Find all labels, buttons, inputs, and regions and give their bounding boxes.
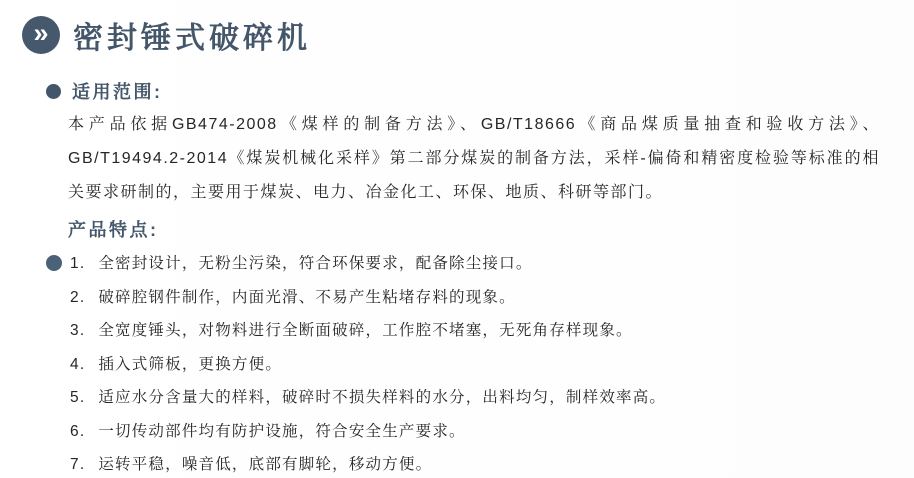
feature-text: 全宽度锤头，对物料进行全断面破碎，工作腔不堵塞，无死角存样现象。 [98, 322, 633, 339]
scope-paragraph: 本产品依据GB474-2008《煤样的制备方法》、GB/T18666《商品煤质量抽查和验收方法》、GB/T19494.2-2014《煤炭机械化采样》第二部分煤炭的制备方法，采样-偏倚和精密度检验等标准的相关要求研制的，主要用于煤炭、电力、冶金化工、环保、地质、科研等部门。 [68, 116, 880, 201]
feature-number: 5. [70, 389, 86, 406]
double-chevron-icon: » [22, 16, 60, 54]
feature-text: 插入式筛板，更换方便。 [98, 355, 283, 373]
feature-item-2 [70, 281, 914, 315]
features-heading-label: 产品特点: [68, 220, 159, 240]
feature-text: 一切传动部件均有防护设施，符合安全生产要求。 [98, 422, 466, 440]
feature-number: 7. [70, 456, 86, 473]
feature-text: 全密封设计，无粉尘污染，符合环保要求，配备除尘接口。 [98, 255, 533, 272]
scope-section-heading [46, 78, 914, 104]
scope-heading-label: 适用范围: [72, 82, 163, 102]
feature-item-3 [70, 314, 914, 348]
features-list [0, 247, 914, 478]
page-title: 密封锤式破碎机 [73, 22, 311, 55]
bullet-dot-icon [46, 84, 61, 99]
feature-number: 6. [70, 422, 86, 440]
feature-number: 4. [70, 355, 86, 373]
feature-text: 破碎腔钢件制作，内面光滑、不易产生粘堵存料的现象。 [98, 288, 516, 306]
feature-text: 适应水分含量大的样料，破碎时不损失样料的水分，出料均匀，制样效率高。 [98, 389, 667, 406]
feature-item-6 [70, 415, 914, 449]
page-header [0, 0, 914, 57]
feature-number: 1. [70, 255, 86, 272]
feature-item-7 [70, 448, 914, 478]
feature-item-5 [70, 381, 914, 415]
feature-text: 运转平稳，噪音低，底部有脚轮，移动方便。 [98, 456, 433, 473]
feature-item-1 [70, 247, 914, 281]
bullet-dot-icon [46, 255, 62, 271]
feature-item-4 [70, 348, 914, 382]
feature-number: 2. [70, 288, 86, 306]
feature-number: 3. [70, 322, 86, 339]
